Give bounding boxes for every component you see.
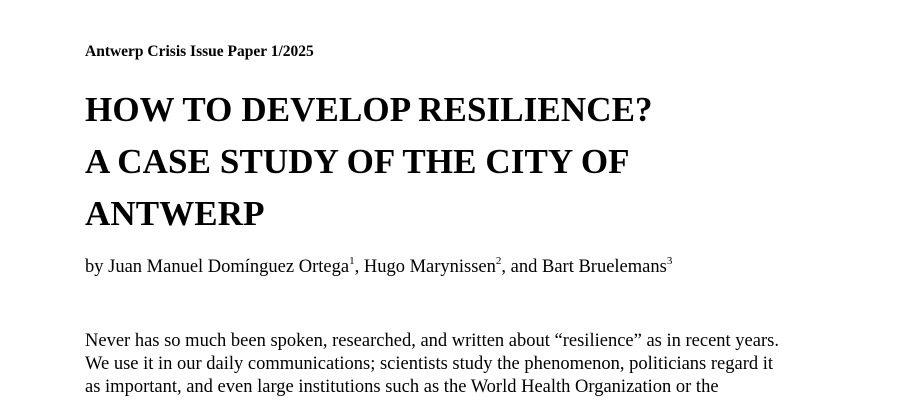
author-line [85,257,672,278]
title-line-1: HOW TO DEVELOP RESILIENCE? [85,90,653,129]
author-name: Bart Bruelemans [541,257,667,277]
body-line-3: as important, and even large institutions such as the World Health Organization or the [85,377,719,397]
body-paragraph [85,330,779,399]
footnote-marker[interactable]: 2 [495,255,502,267]
author-separator: , and [501,257,542,277]
title-line-2: A CASE STUDY OF THE CITY OF [85,142,630,181]
author-prefix: by [85,257,109,277]
title-line-3: ANTWERP [85,194,265,233]
author-separator: , [354,257,364,277]
series-label: Antwerp Crisis Issue Paper 1/2025 [85,43,314,60]
body-line-1: Never has so much been spoken, researched, and written about “resilience” as in recent years. [85,331,779,351]
author-name: Hugo Marynissen [363,257,496,277]
footnote-marker[interactable]: 1 [349,255,355,267]
author-name: Juan Manuel Domínguez Ortega [108,257,350,277]
paper-title [85,84,653,240]
body-line-2: We use it in our daily communications; scientists study the phenomenon, politicians regard it [85,354,774,374]
footnote-marker[interactable]: 3 [666,255,673,267]
